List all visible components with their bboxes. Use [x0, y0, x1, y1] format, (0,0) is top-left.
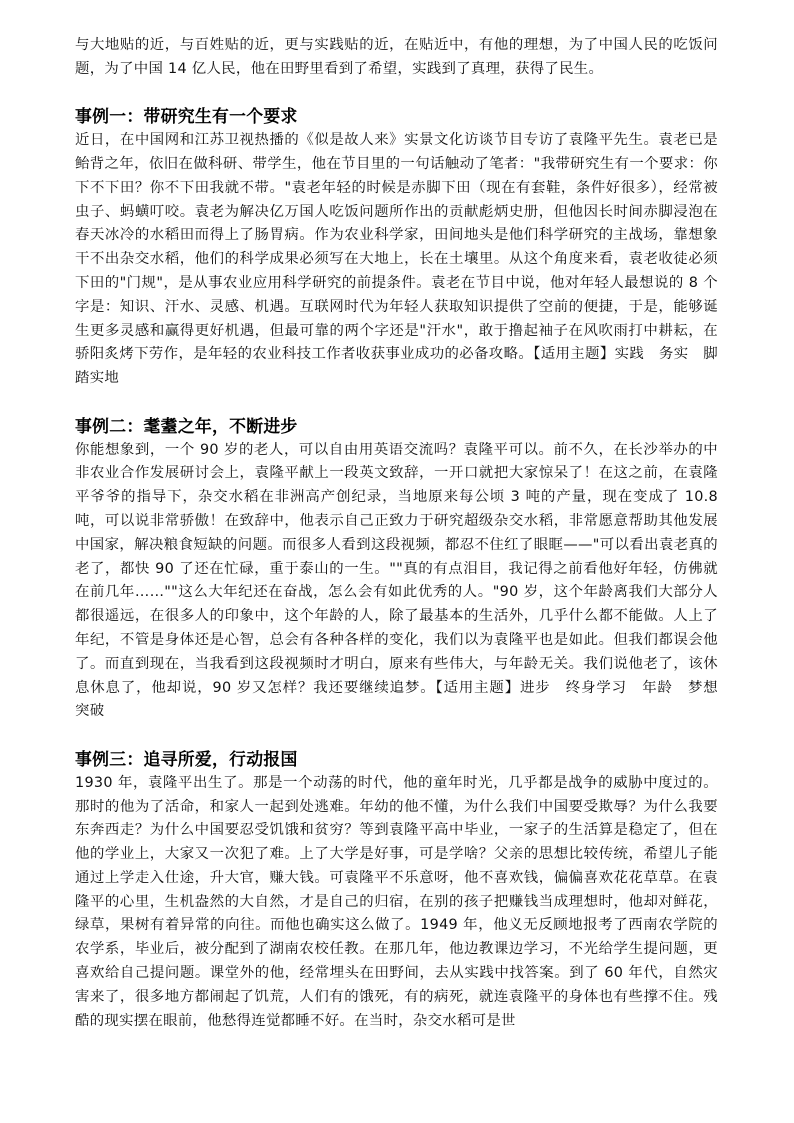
case-2-body: 你能想象到，一个 90 岁的老人，可以自由用英语交流吗？袁隆平可以。前不久，在长沙举办的中非农业合作发展研讨会上，袁隆平献上一段英文致辞，一开口就把大家惊呆了！在这之前，在袁隆平爷爷的指导下，杂交水稻在非洲高产创纪录，当地原来每公顷 3 吨的产量，现在变成了 10.8 吨，可以说非常骄傲！在致辞中，他表示自己正致力于研究超级杂交水稻，非常愿意帮助其他发展中国家，解决粮食短缺的问题。而很多人看到这段视频，都忍不住红了眼眶——"可以看出袁老真的老了，都快 90 了还在忙碌，重于泰山的一生。""真的有点泪目，我记得之前看他好年轻，仿佛就在前几年……""这么大年纪还在奋战，怎么会有如此优秀的人。"90 岁，这个年龄离我们大部分人都很遥远，在很多人的印象中，这个年龄的人，除了最基本的生活外，几乎什么都不能做。人上了年纪，不管是身体还是心智，总会有各种各样的变化，我们以为袁隆平也是如此。但我们都误会他了。而直到现在，当我看到这段视频时才明白，原来有些伟大，与年龄无关。我们说他老了，该休息休息了，他却说，90 岁又怎样？我还要继续追梦。【适用主题】进步 终身学习 年龄 梦想 突破: [75, 441, 733, 720]
paragraph-gap: [75, 82, 718, 106]
intro-paragraph: 与大地贴的近，与百姓贴的近，更与实践贴的近，在贴近中，有他的理想，为了中国人民的吃饭问题，为了中国 14 亿人民，他在田野里看到了希望，实践到了真理，获得了民生。: [75, 37, 718, 77]
case-3-heading: 事例三：追寻所爱，行动报国: [75, 748, 298, 769]
case-3-body: 1930 年，袁隆平出生了。那是一个动荡的时代，他的童年时光，几乎都是战争的威胁中度过的。那时的他为了活命，和家人一起到处逃难。年幼的他不懂，为什么我们中国要受欺辱？为什么我要东奔西走？为什么中国要忍受饥饿和贫穷？等到袁隆平高中毕业，一家子的生活算是稳定了，但在他的学业上，大家又一次犯了难。上了大学是好事，可是学啥？父亲的思想比较传统，希望儿子能通过上学走入仕途，升大官，赚大钱。可袁隆平不乐意呀，他不喜欢钱，偏偏喜欢花花草草。在袁隆平的心里，生机盎然的大自然，才是自己的归宿，在别的孩子把赚钱当成理想时，他却对鲜花，绿草，果树有着异常的向往。而他也确实这么做了。1949 年，他义无反顾地报考了西南农学院的农学系，毕业后，被分配到了湖南农校任教。在那几年，他边教课边学习，不光给学生提问题，更喜欢给自己提问题。课堂外的他，经常埋头在田野间，去从实践中找答案。到了 60 年代，自然灾害来了，很多地方都闹起了饥荒，人们有的饿死，有的病死，就连袁隆平的身体也有些撑不住。残酷的现实摆在眼前，他愁得连觉都睡不好。在当时，杂交水稻可是世: [75, 774, 718, 1029]
document-page: [75, 34, 733, 1033]
case-1-body: 近日，在中国网和江苏卫视热播的《似是故人来》实景文化访谈节目专访了袁隆平先生。袁老已是鲐背之年，依旧在做科研、带学生，他在节目里的一句话触动了笔者："我带研究生有一个要求：你下不下田？你不下田我就不带。"袁老年轻的时候是赤脚下田（现在有套鞋，条件好很多），经常被虫子、蚂蟥叮咬。袁老为解决亿万国人吃饭问题所作出的贡献彪炳史册，但他因长时间赤脚浸泡在春天冰冷的水稻田而得上了肠胃病。作为农业科学家，田间地头是他们科学研究的主战场，靠想象干不出杂交水稻，他们的科学成果必须写在大地上，长在土壤里。从这个角度来看，袁老收徒必须下田的"门规"，是从事农业应用科学研究的前提条件。袁老在节目中说，他对年轻人最想说的 8 个字是：知识、汗水、灵感、机遇。互联网时代为年轻人获取知识提供了空前的便捷，于是，能够诞生更多灵感和赢得更好机遇，但最可靠的两个字还是"汗水"，敢于撸起袖子在风吹雨打中耕耘，在骄阳炙烤下劳作，是年轻的农业科技工作者收获事业成功的必备攻略。【适用主题】实践 务实 脚踏实地: [75, 132, 718, 387]
case-1-heading: 事例一：带研究生有一个要求: [75, 106, 298, 127]
paragraph-gap: [75, 391, 718, 415]
paragraph-gap: [75, 724, 718, 748]
case-2-heading: 事例二：耄耋之年，不断进步: [75, 415, 298, 436]
